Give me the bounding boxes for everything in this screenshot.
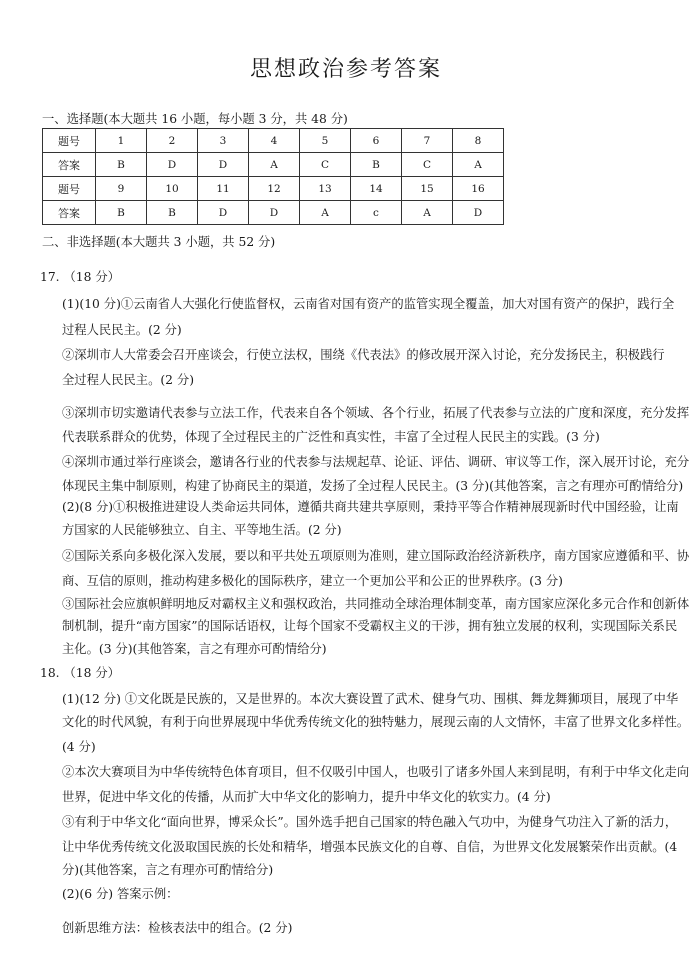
table-cell: 8 (453, 129, 504, 153)
answer-line: ②国际关系向多极化深入发展，要以和平共处五项原则为准则，建立国际政治经济新秩序，南方国家应遵循和平、协 (62, 549, 690, 563)
table-cell: B (147, 201, 198, 225)
answer-line: ②深圳市人大常委会召开座谈会，行使立法权，围绕《代表法》的修改展开深入讨论，充分发扬民主，积极践行 (62, 348, 665, 362)
table-cell: 14 (351, 177, 402, 201)
table-cell: 10 (147, 177, 198, 201)
answer-line: 方国家的人民能够独立、自主、平等地生活。(2 分) (62, 523, 342, 537)
section1-heading: 一、选择题(本大题共 16 小题，每小题 3 分，共 48 分) (42, 112, 348, 126)
table-cell: 1 (96, 129, 147, 153)
table-cell: A (402, 201, 453, 225)
table-cell: 题号 (43, 129, 96, 153)
answer-line: 商、互信的原则，推动构建多极化的国际秩序，建立一个更加公平和公正的世界秩序。(3 分) (62, 574, 563, 588)
table-cell: 3 (198, 129, 249, 153)
answer-line: 主化。(3 分)(其他答案，言之有理亦可酌情给分) (62, 642, 327, 656)
answer-line: 体现民主集中制原则，构建了协商民主的渠道，发扬了全过程人民民主。(3 分)(其他答案，言之有理亦可酌情给分) (62, 479, 684, 493)
answer-line: 分)(其他答案，言之有理亦可酌情给分) (62, 863, 274, 877)
answer-line: (1)(12 分) ①文化既是民族的，又是世界的。本次大赛设置了武术、健身气功、围棋、舞龙舞狮项目，展现了中华 (62, 692, 679, 706)
table-row (43, 177, 504, 201)
question-18-heading: 18. （18 分） (40, 666, 120, 680)
table-row (43, 201, 504, 225)
answer-line: 让中华优秀传统文化汲取国民族的长处和精华，增强本民族文化的自尊、自信，为世界文化发展繁荣作出贡献。(4 (62, 840, 678, 854)
table-cell: 4 (249, 129, 300, 153)
answer-line: ③深圳市切实邀请代表参与立法工作，代表来自各个领域、各个行业，拓展了代表参与立法的广度和深度，充分发挥 (62, 406, 690, 420)
table-cell: A (300, 201, 351, 225)
table-cell: A (249, 153, 300, 177)
table-row (43, 129, 504, 153)
answer-line: 创新思维方法：检核表法中的组合。(2 分) (62, 921, 293, 935)
table-cell: 5 (300, 129, 351, 153)
table-cell: B (351, 153, 402, 177)
answer-line: ③国际社会应旗帜鲜明地反对霸权主义和强权政治，共同推动全球治理体制变革，南方国家应深化多元合作和创新体 (62, 597, 690, 611)
answer-line: ③有利于中华文化“面向世界，博采众长”。国外选手把自己国家的特色融入气功中，为健身气功注入了新的活力， (62, 815, 678, 829)
table-cell: 11 (198, 177, 249, 201)
answer-line: 代表联系群众的优势，体现了全过程民主的广泛性和真实性，丰富了全过程人民民主的实践。(3 分) (62, 430, 600, 444)
answer-line: (4 分) (62, 740, 96, 754)
table-cell: 7 (402, 129, 453, 153)
table-cell: D (198, 153, 249, 177)
table-cell: D (198, 201, 249, 225)
table-cell: B (96, 153, 147, 177)
table-cell: C (300, 153, 351, 177)
answer-line: 全过程人民民主。(2 分) (62, 373, 194, 387)
table-cell: 答案 (43, 153, 96, 177)
answer-line: ②本次大赛项目为中华传统特色体育项目，但不仅吸引中国人，也吸引了诸多外国人来到昆明，有利于中华文化走向 (62, 765, 690, 779)
table-cell: 9 (96, 177, 147, 201)
table-cell: D (249, 201, 300, 225)
table-cell: D (147, 153, 198, 177)
table-cell: 16 (453, 177, 504, 201)
table-cell: 12 (249, 177, 300, 201)
answer-line: (2)(6 分) 答案示例： (62, 887, 179, 901)
table-cell: B (96, 201, 147, 225)
table-row (43, 153, 504, 177)
page-title: 思想政治参考答案 (249, 57, 442, 82)
table-cell: c (351, 201, 402, 225)
answer-line: 过程人民民主。(2 分) (62, 323, 182, 337)
table-cell: A (453, 153, 504, 177)
answer-table (42, 128, 504, 225)
table-cell: 题号 (43, 177, 96, 201)
answer-line: 文化的时代风貌，有利于向世界展现中华优秀传统文化的独特魅力，展现云南的人文情怀，丰富了世界文化多样性。 (62, 715, 690, 729)
answer-line: 世界，促进中华文化的传播，从而扩大中华文化的影响力，提升中华文化的软实力。(4 分) (62, 790, 551, 804)
answer-line: 制机制，提升“南方国家”的国际话语权，让每个国家不受霸权主义的干涉，拥有独立发展的权利，实现国际关系民 (62, 619, 678, 633)
table-cell: C (402, 153, 453, 177)
table-cell: 13 (300, 177, 351, 201)
answer-line: (2)(8 分)①积极推进建设人类命运共同体，遵循共商共建共享原则，秉持平等合作精神展现新时代中国经验，让南 (62, 500, 679, 514)
question-17-heading: 17. （18 分） (40, 270, 120, 284)
table-cell: 2 (147, 129, 198, 153)
table-cell: 答案 (43, 201, 96, 225)
answer-line: (1)(10 分)①云南省人大强化行使监督权，云南省对国有资产的监管实现全覆盖，加大对国有资产的保护，践行全 (62, 297, 675, 311)
table-cell: 15 (402, 177, 453, 201)
table-cell: D (453, 201, 504, 225)
section2-heading: 二、非选择题(本大题共 3 小题，共 52 分) (42, 235, 276, 249)
table-cell: 6 (351, 129, 402, 153)
answer-line: ④深圳市通过举行座谈会，邀请各行业的代表参与法规起草、论证、评估、调研、审议等工作，深入展开讨论，充分 (62, 455, 690, 469)
